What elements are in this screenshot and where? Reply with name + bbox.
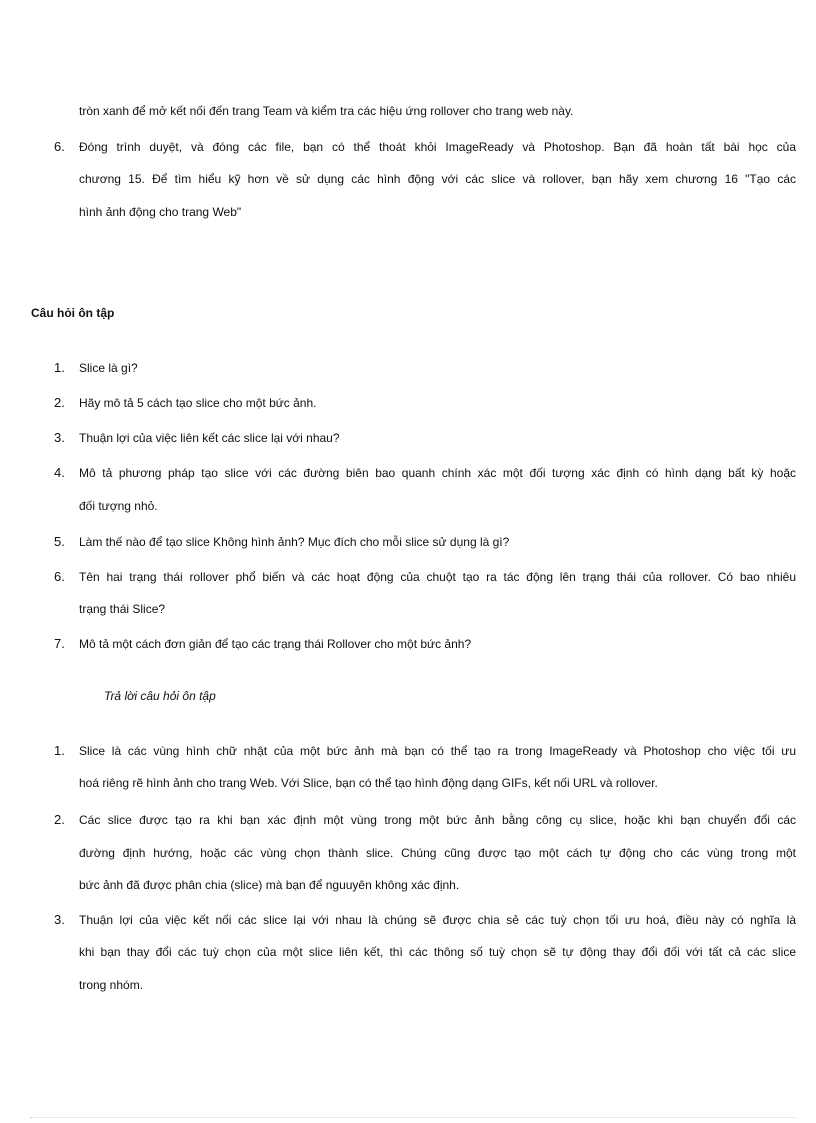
intro-item6-line-3: hình ảnh động cho trang Web" bbox=[79, 205, 242, 219]
intro-continuation-line: tròn xanh để mở kết nối đến trang Team và kiểm tra các hiệu ứng rollover cho trang web này. bbox=[79, 104, 574, 118]
question-7-line-1: Mô tả một cách đơn giản để tạo các trạng thái Rollover cho một bức ảnh? bbox=[79, 637, 472, 651]
answer-2-line-2: đường định hướng, hoặc các vùng chọn thành slice. Chúng cũng được tạo một cách tự động cho các vùng trong một bbox=[79, 846, 796, 860]
question-4-line-1: Mô tả phương pháp tạo slice với các đường biên bao quanh chính xác một đối tượng xác định có hình dạng bất kỳ hoặc bbox=[79, 466, 796, 480]
review-questions-heading: Câu hỏi ôn tập bbox=[31, 306, 115, 320]
answer-3-line-3: trong nhóm. bbox=[79, 978, 144, 992]
list-number: 7. bbox=[54, 636, 65, 651]
list-number: 4. bbox=[54, 465, 65, 480]
answer-1-line-2: hoá riêng rẽ hình ảnh cho trang Web. Với Slice, bạn có thể tạo hình động dạng GIFs, kết nối URL và rollover. bbox=[79, 776, 658, 790]
answer-3-line-1: Thuận lợi của việc kết nối các slice lại với nhau là chúng sẽ được chia sẻ các tuỳ chọn tối ưu hoá, điều này có nghĩa là bbox=[79, 913, 796, 927]
answer-2-line-3: bức ảnh đã được phân chia (slice) mà bạn để nguuyên không xác định. bbox=[79, 878, 460, 892]
list-number: 3. bbox=[54, 912, 65, 927]
answer-3-line-2: khi bạn thay đổi các tuỳ chọn của một slice liên kết, thì các thông số tuỳ chọn sẽ tự động thay đổi đối với tất cả các slice bbox=[79, 945, 796, 959]
question-5-line-1: Làm thế nào để tạo slice Không hình ảnh? Mục đích cho mỗi slice sử dụng là gì? bbox=[79, 535, 510, 549]
question-2-line-1: Hãy mô tả 5 cách tạo slice cho một bức ảnh. bbox=[79, 396, 317, 410]
list-number: 2. bbox=[54, 395, 65, 410]
list-number: 1. bbox=[54, 743, 65, 758]
list-number: 6. bbox=[54, 139, 65, 154]
question-1-line-1: Slice là gì? bbox=[79, 361, 138, 375]
question-3-line-1: Thuận lợi của việc liên kết các slice lại với nhau? bbox=[79, 431, 340, 445]
answer-1-line-1: Slice là các vùng hình chữ nhật của một bức ảnh mà bạn có thể tạo ra trong ImageReady và Photoshop cho việc tối ưu bbox=[79, 744, 796, 758]
list-number: 2. bbox=[54, 812, 65, 827]
question-4-line-2: đối tượng nhỏ. bbox=[79, 499, 158, 513]
intro-item6-line-1: Đóng trình duyệt, và đóng các file, bạn có thể thoát khỏi ImageReady và Photoshop. Bạn đã hoàn tất bài học của bbox=[79, 140, 796, 154]
intro-item6-line-2: chương 15. Để tìm hiểu kỹ hơn về sử dụng các hình động với các slice và rollover, bạn hãy xem chương 16 "Tạo các bbox=[79, 172, 796, 186]
question-6-line-1: Tên hai trạng thái rollover phổ biến và các hoạt động của chuột tạo ra tác động lên trạng thái của rollover. Có bao nhiêu bbox=[79, 570, 796, 584]
list-number: 3. bbox=[54, 430, 65, 445]
answer-2-line-1: Các slice được tạo ra khi bạn xác định một vùng trong một bức ảnh bằng công cụ slice, hoặc khi bạn chuyển đổi các bbox=[79, 813, 796, 827]
list-number: 5. bbox=[54, 534, 65, 549]
page-bottom-rule bbox=[30, 1117, 796, 1118]
answers-heading: Trả lời câu hỏi ôn tập bbox=[104, 689, 216, 703]
list-number: 1. bbox=[54, 360, 65, 375]
list-number: 6. bbox=[54, 569, 65, 584]
question-6-line-2: trạng thái Slice? bbox=[79, 602, 166, 616]
